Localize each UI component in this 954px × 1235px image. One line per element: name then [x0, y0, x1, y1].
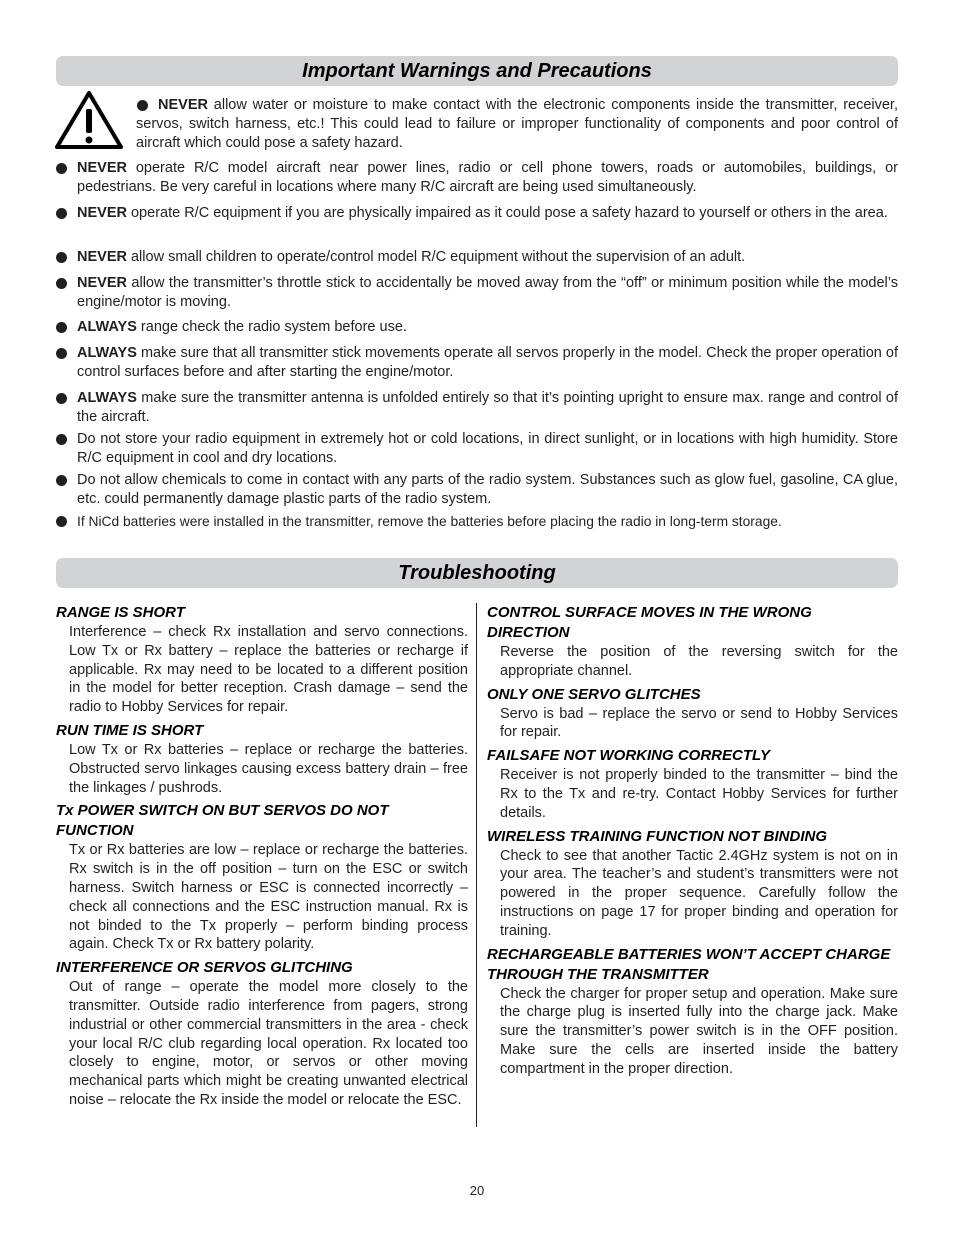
warnings-title: Important Warnings and Precautions	[56, 56, 898, 86]
warning-lead: NEVER	[77, 275, 127, 291]
issue-solution: Tx or Rx batteries are low – replace or recharge the batteries. Rx switch is in the off position – turn on the ESC or switch harness. Switch harness or ESC is connected incorrectly – check all connections and the ESC instruction manual. Rx is not binded to the Tx properly – perform binding process again. Check Tx or Rx battery polarity.	[69, 842, 468, 953]
issue-heading: INTERFERENCE OR SERVOS GLITCHING	[56, 959, 353, 977]
bullet-icon	[56, 208, 67, 219]
warning-lead: ALWAYS	[77, 345, 137, 361]
warning-lead: NEVER	[158, 97, 208, 113]
issue-solution: Servo is bad – replace the servo or send to Hobby Services for repair.	[500, 705, 898, 741]
warning-item	[77, 318, 898, 337]
warning-item	[77, 344, 898, 382]
warning-text: allow water or moisture to make contact with the electronic components inside the transmitter, receiver, servos, switch harness, etc.! This could lead to failure or improper functionality of components and poor control of aircraft which could pose a safety hazard.	[136, 97, 898, 151]
bullet-icon	[56, 475, 67, 486]
warning-lead: NEVER	[77, 205, 127, 221]
issue-solution: Out of range – operate the model more closely to the transmitter. Outside radio interference from pagers, strong industrial or other commercial transmitters in the area - check your local R/C club regarding local operation. Rx located too closely to engine, motor, or servos or other moving mechanical parts which might be creating unwanted electrical noise – relocate the Rx inside the model or relocate the ESC.	[69, 979, 468, 1108]
issue-heading: Tx POWER SWITCH ON BUT SERVOS DO NOT FUNCTION	[56, 802, 389, 840]
bullet-icon	[56, 393, 67, 404]
bullet-icon	[56, 252, 67, 263]
warning-text: If NiCd batteries were installed in the transmitter, remove the batteries before placing the radio in long-term storage.	[77, 514, 782, 529]
warning-text: make sure the transmitter antenna is unfolded entirely so that it’s pointing upright to ensure max. range and control of the aircraft.	[77, 390, 898, 425]
issue-heading: RUN TIME IS SHORT	[56, 721, 204, 739]
bullet-icon	[56, 434, 67, 445]
issue-heading: WIRELESS TRAINING FUNCTION NOT BINDING	[487, 827, 827, 845]
warning-lead: ALWAYS	[77, 319, 137, 335]
bullet-icon	[56, 516, 67, 527]
bullet-icon	[56, 278, 67, 289]
troubleshooting-title: Troubleshooting	[56, 558, 898, 588]
warning-item	[77, 389, 898, 427]
warning-item	[136, 96, 898, 153]
warning-lead: NEVER	[77, 249, 127, 265]
issue-heading: RANGE IS SHORT	[56, 604, 185, 621]
issue-solution: Check to see that another Tactic 2.4GHz system is not on in your area. The teacher’s and student’s transmitters were not powered in the proper sequence. Carefully follow the instructions on page 17 for proper binding and operation for training.	[500, 847, 898, 939]
bullet-icon	[56, 322, 67, 333]
warning-text: Do not allow chemicals to come in contact with any parts of the radio system. Substances such as glow fuel, gasoline, CA glue, etc. could permanently damage plastic parts of the radio system.	[77, 472, 898, 507]
bullet-icon	[56, 348, 67, 359]
troubleshooting-right-column	[487, 603, 898, 1083]
warning-item	[77, 471, 898, 509]
warning-item	[77, 512, 898, 531]
warning-text: Do not store your radio equipment in extremely hot or cold locations, in direct sunlight, or in locations with high humidity. Store R/C equipment in cool and dry locations.	[77, 431, 898, 466]
warning-text: range check the radio system before use.	[136, 319, 407, 335]
issue-solution: Check the charger for proper setup and operation. Make sure the charge plug is inserted fully into the charge jack. Make sure the transmitter’s power switch is in the OFF position. Make sure the cells are inserted inside the battery compartment in the proper direction.	[500, 985, 898, 1077]
warning-item	[77, 204, 898, 223]
issue-heading: FAILSAFE NOT WORKING CORRECTLY	[487, 747, 771, 765]
warning-item	[77, 430, 898, 468]
issue-solution: Reverse the position of the reversing switch for the appropriate channel.	[500, 644, 898, 679]
warning-item	[77, 248, 898, 267]
warning-text: operate R/C equipment if you are physically impaired as it could pose a safety hazard to yourself or others in the area.	[126, 205, 888, 221]
bullet-icon	[56, 163, 67, 174]
issue-solution: Receiver is not properly binded to the transmitter – bind the Rx to the Tx and re-try. Contact Hobby Services for further details.	[500, 767, 898, 821]
issue-solution: Interference – check Rx installation and servo connections. Low Tx or Rx battery – replace the batteries or recharge if applicable. Rx may need to be located to a different position in the model for better reception. Crash damage – send the radio to Hobby Services for repair.	[69, 624, 468, 716]
warning-triangle-icon	[55, 90, 123, 150]
page-number: 20	[469, 1183, 485, 1198]
issue-solution: Low Tx or Rx batteries – replace or recharge the batteries. Obstructed servo linkages causing excess battery drain – free the linkages / pushrods.	[69, 741, 468, 796]
warning-lead: NEVER	[77, 160, 127, 176]
warning-text: allow small children to operate/control model R/C equipment without the supervision of an adult.	[126, 249, 746, 265]
troubleshooting-left-column	[56, 603, 468, 1114]
warning-item	[77, 274, 898, 312]
issue-heading: CONTROL SURFACE MOVES IN THE WRONG DIRECTION	[487, 604, 812, 641]
warning-text: make sure that all transmitter stick movements operate all servos properly in the model. Check the proper operation of control surfaces before and after starting the engine/motor.	[77, 345, 898, 380]
issue-heading: ONLY ONE SERVO GLITCHES	[487, 685, 701, 703]
warning-lead: ALWAYS	[77, 390, 137, 406]
issue-heading: RECHARGEABLE BATTERIES WON’T ACCEPT CHARGE THROUGH THE TRANSMITTER	[487, 945, 891, 983]
warning-text: operate R/C model aircraft near power lines, radio or cell phone towers, roads or automobiles, buildings, or pedestrians. Be very careful in locations where many R/C aircraft are being used simultaneously.	[77, 160, 898, 195]
warning-text: allow the transmitter’s throttle stick to accidentally be moved away from the “off” or minimum position while the model’s engine/motor is moving.	[77, 275, 898, 310]
column-divider	[476, 603, 477, 1127]
warning-item	[77, 159, 898, 197]
